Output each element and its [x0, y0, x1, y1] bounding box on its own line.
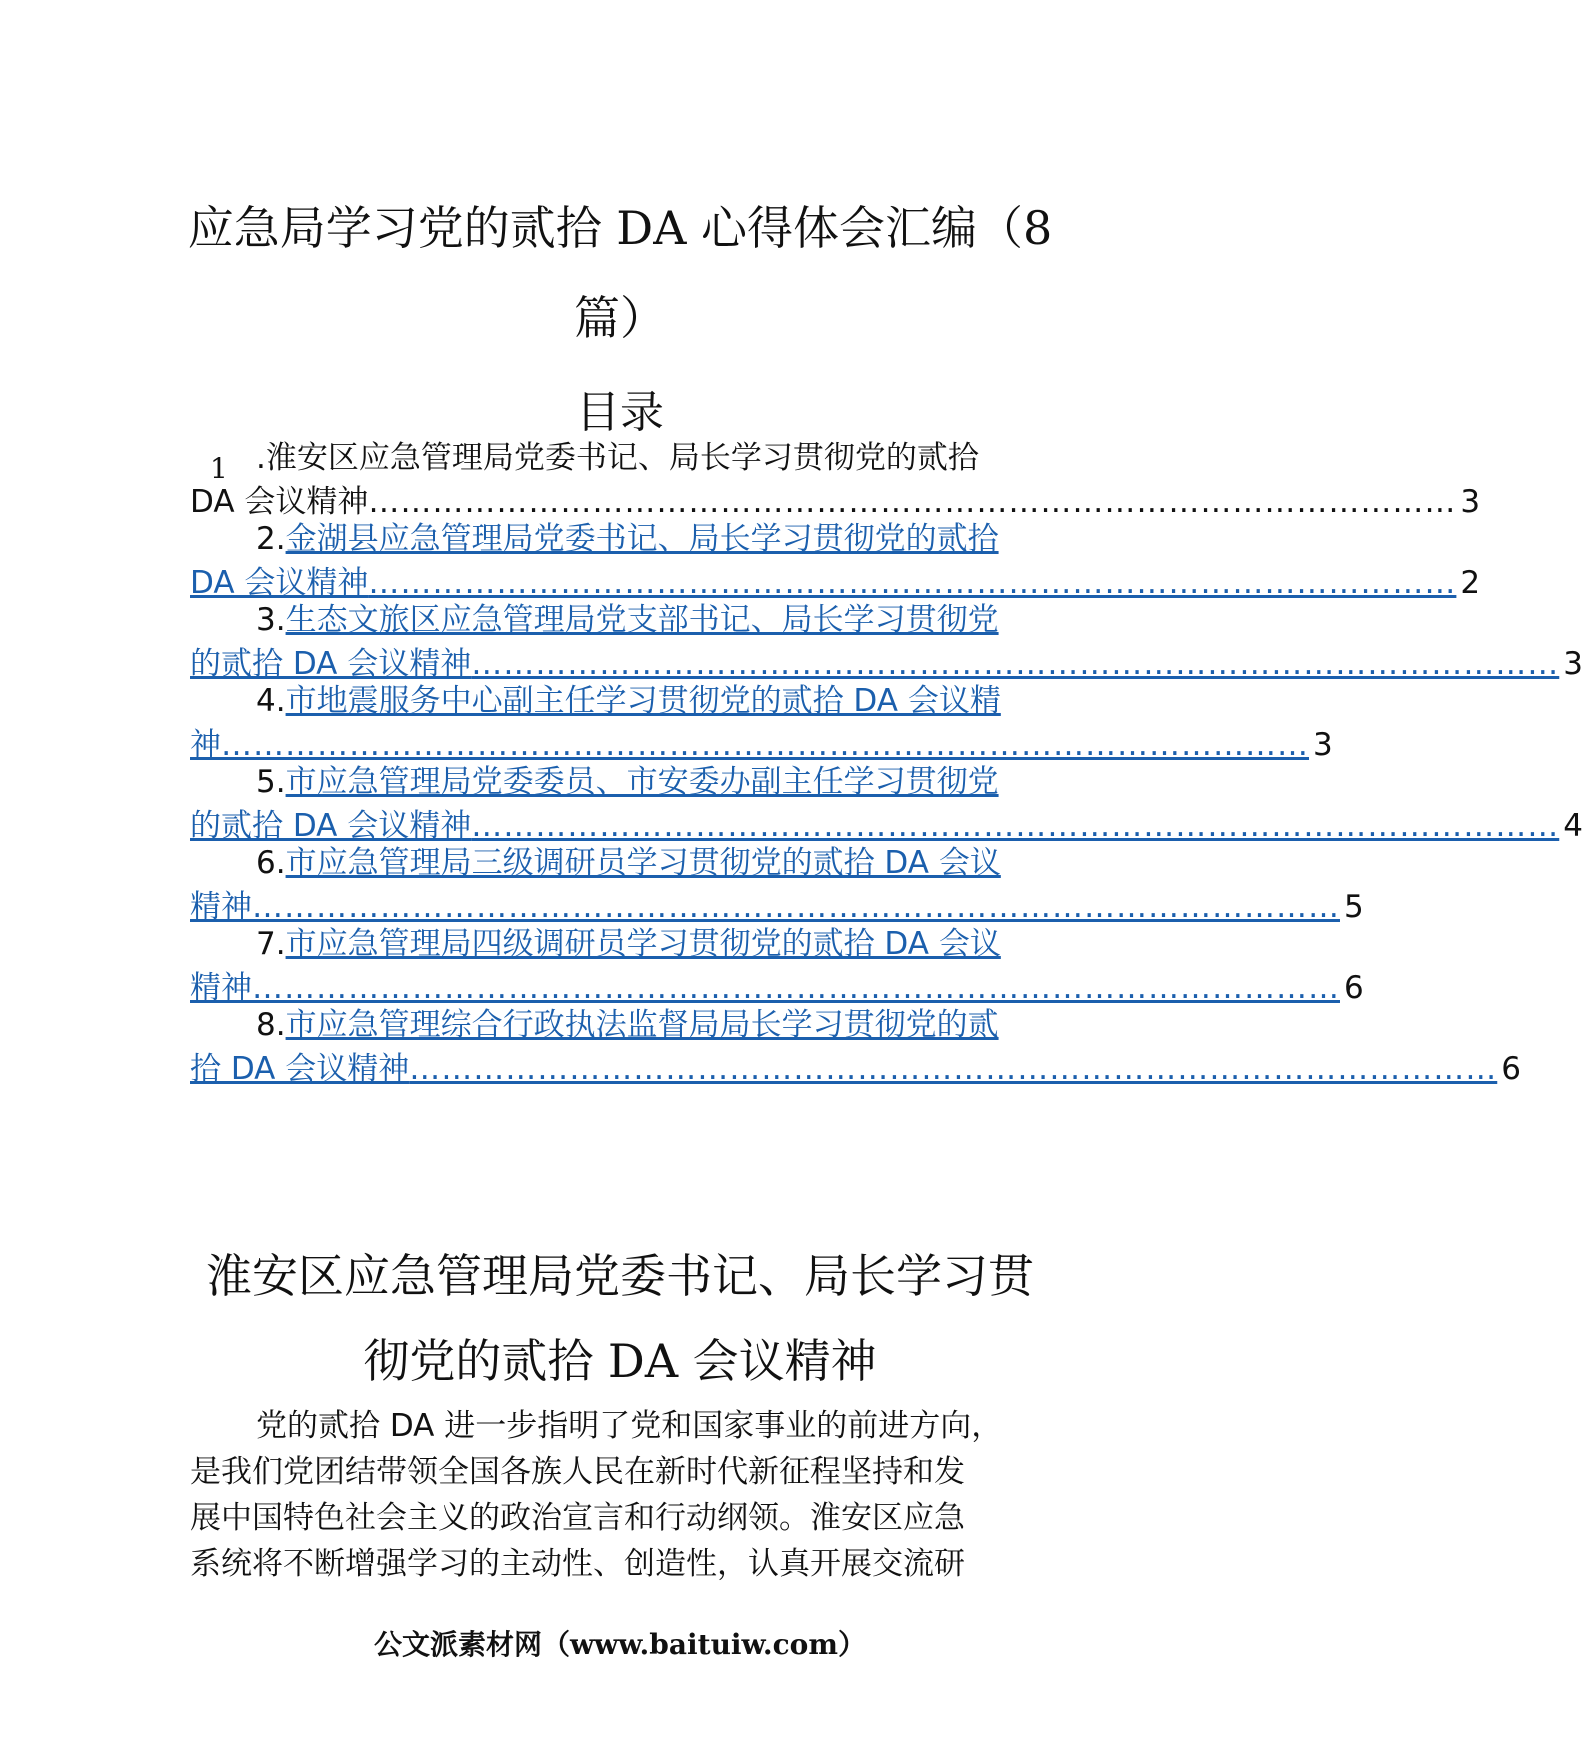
toc-page-number: 5	[1344, 889, 1364, 925]
body-line: 展中国特色社会主义的政治宣言和行动纲领。淮安区应急	[190, 1500, 965, 1536]
toc-page-number: 3	[1563, 646, 1583, 682]
toc-item-prefix: 7.	[256, 926, 286, 962]
toc-item-2[interactable]	[190, 517, 1481, 605]
toc-item-link[interactable]: 市应急管理局三级调研员学习贯彻党的贰拾 DA 会议	[285, 845, 1001, 881]
body-line: 是我们党团结带领全国各族人民在新时代新征程坚持和发	[190, 1454, 965, 1490]
toc-page-number: 4	[1563, 808, 1583, 844]
section-heading-line2: 彻党的贰拾 DA 会议精神	[363, 1334, 877, 1388]
toc-item-link[interactable]: 市应急管理局党委委员、市安委办副主任学习贯彻党	[285, 764, 999, 800]
toc-item-prefix: 4.	[256, 683, 286, 719]
toc-item-3[interactable]	[190, 598, 1583, 686]
toc-item-link[interactable]: 生态文旅区应急管理局党支部书记、局长学习贯彻党	[285, 602, 999, 638]
toc-item-link[interactable]: 市应急管理局四级调研员学习贯彻党的贰拾 DA 会议	[285, 926, 1001, 962]
toc-item-4[interactable]	[190, 679, 1333, 767]
toc-leader-dots: …………………………………………………………………………………………	[471, 808, 1560, 844]
toc-page-number: 3	[1313, 727, 1333, 763]
document-title-line2: 篇）	[574, 291, 666, 345]
body-line: 党的贰拾 DA 进一步指明了党和国家事业的前进方向，	[256, 1408, 1003, 1444]
document-title-line1: 应急局学习党的贰拾 DA 心得体会汇编（8	[187, 201, 1053, 255]
toc-item-link-cont[interactable]: 精神	[190, 889, 252, 925]
toc-item-link-cont[interactable]: 拾 DA 会议精神	[190, 1051, 410, 1087]
body-line: 系统将不断增强学习的主动性、创造性，认真开展交流研	[190, 1546, 965, 1582]
toc-leader-dots: …………………………………………………………………………………………	[368, 484, 1457, 520]
toc-item-link-cont[interactable]: 的贰拾 DA 会议精神	[190, 646, 472, 682]
toc-item-text-cont: DA 会议精神	[190, 484, 369, 520]
toc-leader-dots: …………………………………………………………………………………………	[368, 565, 1457, 601]
toc-item-link-cont[interactable]: 的贰拾 DA 会议精神	[190, 808, 472, 844]
toc-item-link[interactable]: 市应急管理综合行政执法监督局局长学习贯彻党的贰	[285, 1007, 999, 1043]
toc-page-number: 6	[1344, 970, 1364, 1006]
toc-item-link[interactable]: 金湖县应急管理局党委书记、局长学习贯彻党的贰拾	[285, 521, 999, 557]
toc-item-link-cont[interactable]: DA 会议精神	[190, 565, 369, 601]
toc-item-link[interactable]: 市地震服务中心副主任学习贯彻党的贰拾 DA 会议精	[285, 683, 1001, 719]
toc-leader-dots: …………………………………………………………………………………………	[221, 727, 1309, 763]
toc-item-text: .淮安区应急管理局党委书记、局长学习贯彻党的贰拾	[256, 440, 979, 476]
toc-heading: 目录	[576, 387, 664, 438]
toc-item-6[interactable]	[190, 841, 1364, 929]
toc-item-prefix: 6.	[256, 845, 286, 881]
toc-item-prefix: 2.	[256, 521, 286, 557]
toc-item-link-cont[interactable]: 神	[190, 727, 221, 763]
toc-item-prefix: 3.	[256, 602, 286, 638]
toc-item-5[interactable]	[190, 760, 1583, 848]
toc-leader-dots: …………………………………………………………………………………………	[471, 646, 1560, 682]
toc-page-number: 2	[1460, 565, 1481, 601]
toc-leader-dots: …………………………………………………………………………………………	[252, 970, 1340, 1006]
toc-item-7[interactable]	[190, 922, 1364, 1010]
toc-page-number: 6	[1501, 1051, 1521, 1087]
section-body	[190, 1403, 1060, 1587]
toc-leader-dots: …………………………………………………………………………………………	[252, 889, 1340, 925]
section-heading-line1: 淮安区应急管理局党委书记、局长学习贯	[206, 1249, 1034, 1303]
toc-item-prefix: 8.	[256, 1007, 286, 1043]
toc-item-8[interactable]	[190, 1003, 1521, 1091]
footer-watermark: 公文派素材网（www.baituiw.com）	[374, 1628, 866, 1661]
toc-number: 1	[210, 452, 228, 485]
toc-item-prefix: 5.	[256, 764, 286, 800]
toc-item-1[interactable]	[190, 436, 1481, 524]
toc-page-number: 3	[1460, 484, 1481, 520]
toc-item-link-cont[interactable]: 精神	[190, 970, 252, 1006]
toc-leader-dots: …………………………………………………………………………………………	[409, 1051, 1498, 1087]
